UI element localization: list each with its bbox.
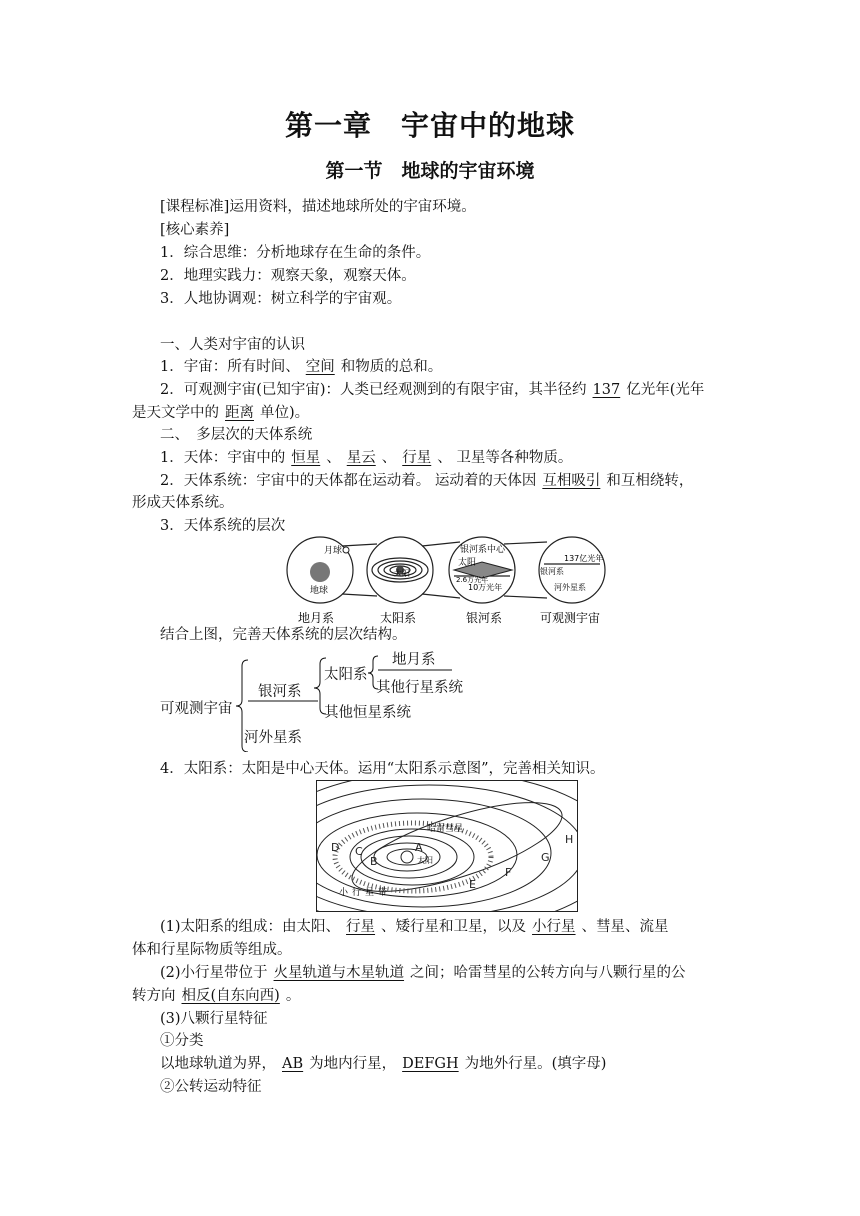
course-standard: [课程标准]运用资料，描述地球所处的宇宙环境。 bbox=[160, 199, 476, 215]
planet-label-a: A bbox=[415, 841, 423, 854]
asteroid-belt-line bbox=[160, 962, 686, 985]
solar-composition-line bbox=[160, 916, 669, 939]
answer-blank: 行星 bbox=[346, 919, 376, 935]
tree-solar: 太阳系 bbox=[324, 667, 368, 683]
text: 2．可观测宇宙(已知宇宙)：人类已经观测到的有限宇宙，其半径约 bbox=[160, 382, 587, 398]
planet-label-b: B bbox=[370, 855, 378, 868]
text: 亿光年(光年 bbox=[626, 382, 705, 398]
text: 和互相绕转， bbox=[606, 473, 694, 489]
text: 、彗星、流星 bbox=[581, 919, 669, 935]
caption-observable: 可观测宇宙 bbox=[540, 611, 601, 625]
answer-blank: AB bbox=[282, 1056, 304, 1072]
text: 转方向 bbox=[132, 988, 176, 1004]
distance-label-2: 10万光年 bbox=[468, 583, 503, 592]
answer-blank: 距离 bbox=[225, 405, 254, 421]
literacy-point: 3．人地协调观：树立科学的宇宙观。 bbox=[160, 291, 402, 307]
text-line: 形成天体系统。 bbox=[132, 495, 234, 511]
text-line: 体和行星际物质等组成。 bbox=[132, 942, 292, 958]
galaxy-center-label: 银河系中心 bbox=[460, 545, 506, 555]
text: 是天文学中的 bbox=[132, 405, 219, 421]
extragalaxy-label: 河外星系 bbox=[554, 583, 586, 592]
text: 之间；哈雷彗星的公转方向与八颗行星的公 bbox=[410, 965, 686, 981]
revolution-direction-line bbox=[132, 985, 300, 1008]
sun-label: 太阳 bbox=[394, 569, 410, 578]
text: 1．宇宙：所有时间、 bbox=[160, 359, 300, 375]
observable-universe-line bbox=[160, 379, 704, 402]
answer-blank: 行星 bbox=[402, 450, 432, 466]
text: 、 bbox=[326, 450, 341, 466]
answer-blank: 小行星 bbox=[532, 919, 576, 935]
answer-blank: 火星轨道与木星轨道 bbox=[273, 965, 405, 981]
text: 为地内行星， bbox=[309, 1056, 397, 1072]
text: 为地外行星。(填字母) bbox=[464, 1056, 607, 1072]
text: (2)小行星带位于 bbox=[160, 965, 268, 981]
tree-galaxy-answer: 银河系 bbox=[258, 684, 302, 700]
section-title: 第一节 地球的宇宙环境 bbox=[325, 160, 535, 182]
answer-blank: 互相吸引 bbox=[542, 473, 601, 489]
sun-label-2: 太阳 bbox=[458, 558, 477, 568]
planet-label-g: G bbox=[541, 851, 550, 864]
tree-other-planet: 其他行星系统 bbox=[376, 680, 463, 696]
tree-earth-moon-answer: 地月系 bbox=[392, 652, 436, 668]
milky-way-label: 银河系 bbox=[540, 567, 564, 576]
celestial-body-line bbox=[160, 447, 572, 470]
earth-label: 地球 bbox=[310, 586, 329, 596]
text: (1)太阳系的组成：由太阳、 bbox=[160, 919, 341, 935]
text: 。 bbox=[285, 988, 301, 1004]
section-heading-2: 二、 多层次的天体系统 bbox=[160, 427, 313, 443]
text: 、矮行星和卫星，以及 bbox=[381, 919, 527, 935]
answer-blank: 空间 bbox=[305, 359, 335, 375]
celestial-system-line bbox=[160, 470, 693, 493]
text-line: 结合上图，完善天体系统的层次结构。 bbox=[160, 627, 407, 643]
distance-label-1: 2.6万光年 bbox=[456, 576, 489, 584]
text-line: (3)八颗行星特征 bbox=[160, 1011, 268, 1027]
text: 以地球轨道为界， bbox=[160, 1056, 276, 1072]
distance-label-3: 137亿光年 bbox=[564, 554, 604, 563]
planet-label-f: F bbox=[505, 866, 512, 879]
tree-root: 可观测宇宙 bbox=[160, 701, 233, 717]
literacy-point: 1．综合思维：分析地球存在生命的条件。 bbox=[160, 245, 431, 261]
planet-label-d: D bbox=[331, 841, 340, 854]
text: 和物质的总和。 bbox=[340, 359, 443, 375]
hierarchy-tree bbox=[160, 652, 490, 752]
text-line: 3．天体系统的层次 bbox=[160, 518, 286, 534]
celestial-systems-figure bbox=[282, 530, 617, 630]
planet-label-e: E bbox=[469, 878, 476, 891]
chapter-title: 第一章 宇宙中的地球 bbox=[284, 109, 575, 142]
answer-blank: 137 bbox=[592, 382, 621, 398]
asteroid-belt-label: 小行星带 bbox=[339, 888, 392, 898]
text: 、 卫星等各种物质。 bbox=[437, 450, 573, 466]
halley-comet-label: 哈雷彗星 bbox=[427, 824, 464, 834]
core-literacy-heading: [核心素养] bbox=[160, 222, 230, 238]
text-line: ①分类 bbox=[160, 1033, 204, 1049]
light-year-line bbox=[132, 402, 309, 425]
caption-solar: 太阳系 bbox=[380, 611, 417, 625]
sun-label-solar: 太阳 bbox=[417, 856, 433, 865]
moon-label: 月球 bbox=[324, 546, 343, 556]
text-line: 4．太阳系：太阳是中心天体。运用“太阳系示意图”，完善相关知识。 bbox=[160, 761, 605, 777]
answer-blank: DEFGH bbox=[402, 1056, 459, 1072]
text-line: ②公转运动特征 bbox=[160, 1079, 262, 1095]
tree-extragalaxy: 河外星系 bbox=[244, 730, 302, 746]
planet-label-h: H bbox=[565, 833, 574, 846]
answer-blank: 恒星 bbox=[291, 450, 321, 466]
text: 2．天体系统：宇宙中的天体都在运动着。 运动着的天体因 bbox=[160, 473, 537, 489]
answer-blank: 星云 bbox=[346, 450, 376, 466]
tree-other-star: 其他恒星系统 bbox=[324, 705, 411, 721]
text: 单位)。 bbox=[260, 405, 310, 421]
caption-earth-moon: 地月系 bbox=[298, 611, 335, 625]
text: 1．天体：宇宙中的 bbox=[160, 450, 286, 466]
text: 、 bbox=[381, 450, 397, 466]
planet-classification-line bbox=[160, 1053, 606, 1076]
answer-blank: 相反(自东向西) bbox=[181, 988, 280, 1004]
universe-definition bbox=[160, 356, 442, 379]
literacy-point: 2．地理实践力：观察天象，观察天体。 bbox=[160, 268, 416, 284]
solar-system-figure bbox=[316, 780, 578, 912]
planet-label-c: C bbox=[355, 845, 363, 858]
caption-galaxy: 银河系 bbox=[466, 611, 503, 625]
section-heading-1: 一、人类对宇宙的认识 bbox=[160, 337, 305, 353]
